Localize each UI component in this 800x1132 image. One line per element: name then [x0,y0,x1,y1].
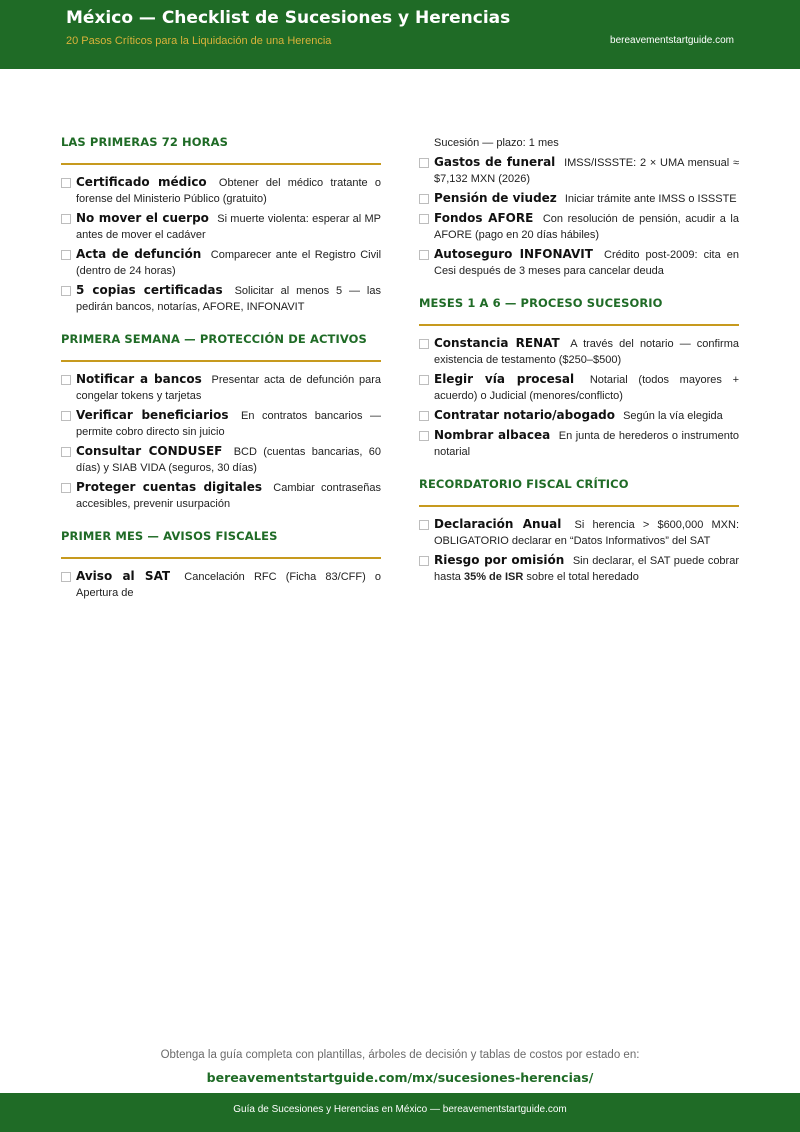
checklist-item [419,246,739,279]
checkbox[interactable] [61,178,71,188]
checkbox[interactable] [61,214,71,224]
section-heading: PRIMER MES — AVISOS FISCALES [61,529,381,559]
item-title: Pensión de viudez [434,191,557,205]
item-title: Riesgo por omisión [434,553,565,567]
checklist-item [419,552,739,585]
item-description: Cambiar contraseñas accesibles, prevenir usurpación [76,482,381,510]
item-description: Iniciar trámite ante IMSS o ISSSTE [564,193,737,205]
checklist-item [419,210,739,243]
checkbox[interactable] [419,339,429,349]
checkbox[interactable] [419,214,429,224]
checkbox[interactable] [61,447,71,457]
item-description-tail: sobre el total heredado [526,571,639,583]
checklist-item [61,282,381,315]
item-description: Si herencia > $600,000 MXN: OBLIGATORIO declarar en “Datos Informativos” del SAT [434,519,740,547]
checklist-item [61,568,381,601]
checkbox[interactable] [419,158,429,168]
checklist-item [61,407,381,440]
checkbox[interactable] [61,483,71,493]
section-fiscal-reminder [419,477,739,585]
item-title: Fondos AFORE [434,211,534,225]
item-description: Notarial (todos mayores + acuerdo) o Judicial (menores/conflicto) [434,374,739,402]
item-description: A través del notario — confirma existencia de testamento ($250–$500) [434,338,739,366]
item-title: Consultar CONDUSEF [76,444,223,458]
item-description: En contratos bancarios — permite cobro directo sin juicio [76,410,381,438]
checklist-item [61,371,381,404]
checkbox[interactable] [61,250,71,260]
item-title: Declaración Anual [434,517,562,531]
left-column [61,135,381,618]
footer-guide-link[interactable]: bereavementstartguide.com/mx/sucesiones-herencias/ [206,1070,594,1085]
item-title: 5 copias certificadas [76,283,223,297]
checklist-item [419,335,739,368]
right-column [419,135,739,602]
item-description: Crédito post-2009: cita en Cesi después de 3 meses para cancelar deuda [434,249,739,277]
checkbox[interactable] [419,250,429,260]
item-description: En junta de herederos o instrumento notarial [434,430,739,458]
item-description: Presentar acta de defunción para congelar tokens y tarjetas [76,374,381,402]
checkbox[interactable] [61,375,71,385]
checklist-item [419,407,739,424]
item-title: Acta de defunción [76,247,202,261]
checkbox[interactable] [419,556,429,566]
checkbox[interactable] [419,520,429,530]
section-heading: MESES 1 A 6 — PROCESO SUCESORIO [419,296,739,326]
item-description: Comparecer ante el Registro Civil (dentro de 24 horas) [76,249,382,277]
item-title: Aviso al SAT [76,569,171,583]
item-title: Constancia RENAT [434,336,560,350]
item-title: Gastos de funeral [434,155,556,169]
section-heading: RECORDATORIO FISCAL CRÍTICO [419,477,739,507]
checkbox[interactable] [419,194,429,204]
checklist-item [61,479,381,512]
checklist-item [61,174,381,207]
item-description: IMSS/ISSSTE: 2 × UMA mensual ≈ $7,132 MXN (2026) [434,157,739,185]
item-title: Proteger cuentas digitales [76,480,263,494]
section-first-72-hours [61,135,381,315]
item-title: Nombrar albacea [434,428,551,442]
checklist-item [419,427,739,460]
item-title: Notificar a bancos [76,372,202,386]
checkbox[interactable] [61,572,71,582]
header-site-link[interactable]: bereavementstartguide.com [610,35,734,46]
page-title: México — Checklist de Sucesiones y Herencias [66,8,511,28]
item-title: No mover el cuerpo [76,211,209,225]
item-description-emphasis: 35% de ISR [463,571,524,583]
checklist-item [419,516,739,549]
page-subtitle: 20 Pasos Críticos para la Liquidación de una Herencia [66,35,332,47]
item-description: Solicitar al menos 5 — las pedirán bancos, notarías, AFORE, INFONAVIT [76,285,381,313]
checkbox[interactable] [419,431,429,441]
item-title: Verificar beneficiarios [76,408,229,422]
item-title: Autoseguro INFONAVIT [434,247,593,261]
item-description: Obtener del médico tratante o forense del Ministerio Público (gratuito) [76,177,381,205]
page-header [0,0,800,69]
footer-bar-text: Guía de Sucesiones y Herencias en México — bereavementstartguide.com [233,1104,567,1115]
item-description-continuation: Sucesión — plazo: 1 mes [434,137,559,149]
item-description: Según la vía elegida [623,410,723,422]
item-title: Elegir vía procesal [434,372,575,386]
checkbox[interactable] [419,411,429,421]
item-title: Certificado médico [76,175,207,189]
footer-bar [0,1093,800,1132]
item-description-text: Sin declarar, el SAT puede cobrar hasta [434,555,739,583]
section-first-month [61,529,381,601]
checklist-item [61,210,381,243]
checklist-item [419,154,739,187]
checklist-item [419,190,739,207]
item-description: Cancelación RFC (Ficha 83/CFF) o Apertura de [76,571,381,599]
checklist-item [419,371,739,404]
checkbox[interactable] [61,286,71,296]
section-months-1-6 [419,296,739,460]
item-description: Si muerte violenta: esperar al MP antes de mover el cadáver [76,213,381,241]
item-description: BCD (cuentas bancarias, 60 días) y SIAB VIDA (seguros, 30 días) [76,446,381,474]
checkbox[interactable] [419,375,429,385]
checklist-item [61,246,381,279]
item-description: Con resolución de pensión, acudir a la AFORE (pago en 20 días hábiles) [434,213,739,241]
footer-cta-text: Obtenga la guía completa con plantillas, árboles de decisión y tablas de costos por estado en: [160,1049,640,1061]
item-title: Contratar notario/abogado [434,408,616,422]
section-heading: LAS PRIMERAS 72 HORAS [61,135,381,165]
checklist-item [61,443,381,476]
checkbox[interactable] [61,411,71,421]
section-heading: PRIMERA SEMANA — PROTECCIÓN DE ACTIVOS [61,332,381,362]
section-first-week [61,332,381,512]
